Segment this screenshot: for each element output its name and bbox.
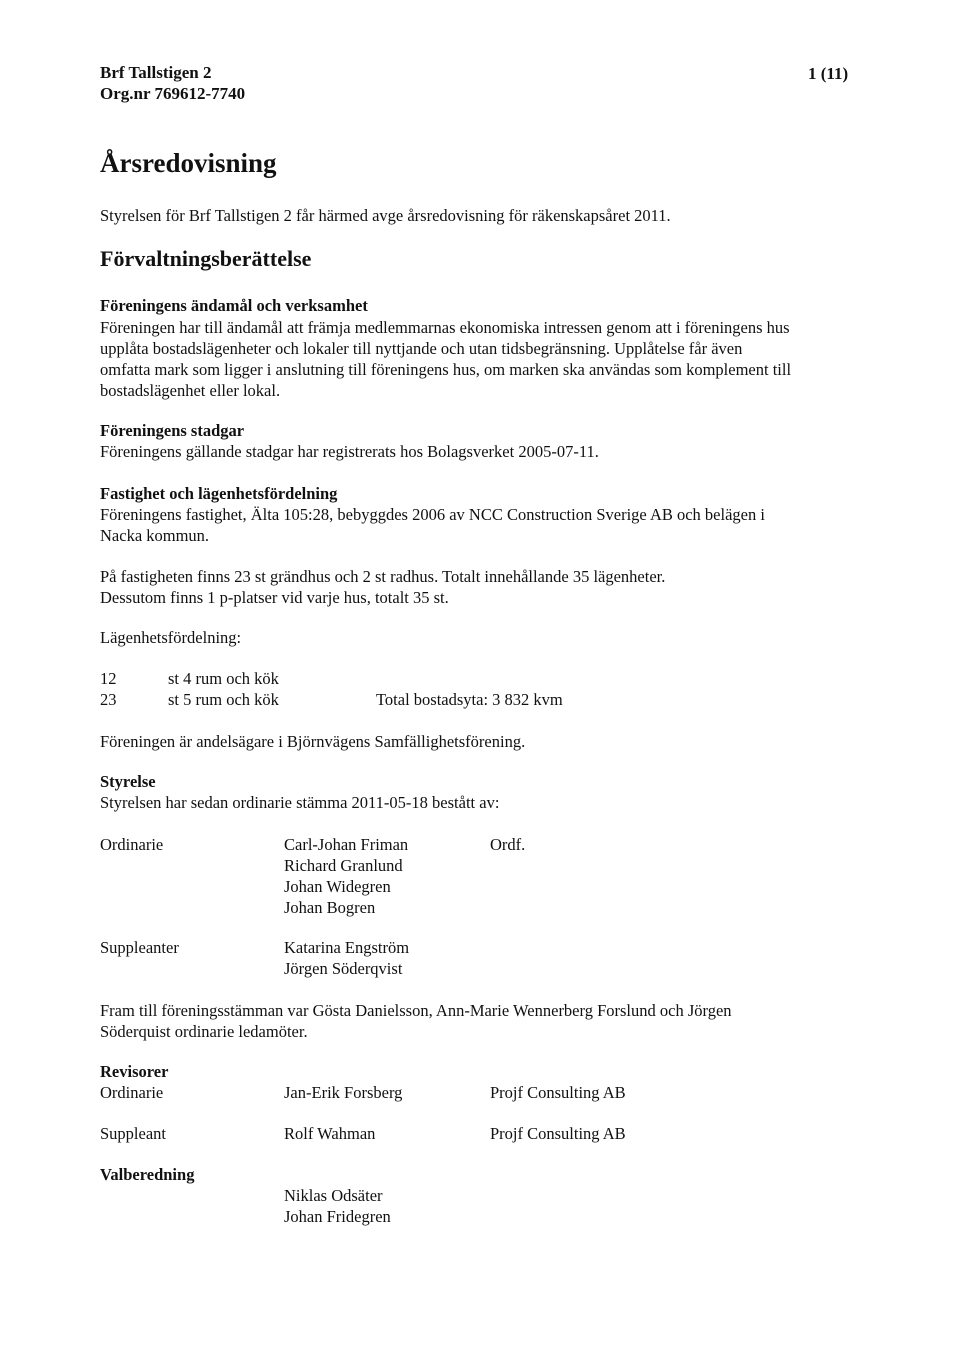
page-number: 1 (11) bbox=[808, 64, 849, 83]
auditor-ordinary-label: Ordinarie bbox=[100, 1083, 164, 1102]
samfallighet-text: Föreningen är andelsägare i Björnvägens Samfällighetsförening. bbox=[100, 732, 526, 751]
intro-text: Styrelsen för Brf Tallstigen 2 får härmed avge årsredovisning för räkenskapsåret 2011. bbox=[100, 206, 671, 225]
purpose-paragraph bbox=[100, 317, 860, 401]
org-name: Brf Tallstigen 2 bbox=[100, 63, 212, 82]
property-line: Nacka kommun. bbox=[100, 526, 210, 545]
board-heading: Styrelse bbox=[100, 772, 156, 791]
statutes-heading: Föreningens stadgar bbox=[100, 421, 245, 440]
nomination-member: Johan Fridegren bbox=[284, 1207, 391, 1226]
distribution-type: st 4 rum och kök bbox=[168, 669, 279, 688]
nomination-heading: Valberedning bbox=[100, 1165, 195, 1184]
org-number: Org.nr 769612-7740 bbox=[100, 84, 246, 103]
property-heading: Fastighet och lägenhetsfördelning bbox=[100, 484, 338, 503]
board-member: Carl-Johan Friman bbox=[284, 835, 409, 854]
board-deputy-label: Suppleanter bbox=[100, 938, 179, 957]
board-member: Richard Granlund bbox=[284, 856, 403, 875]
statutes-text: Föreningens gällande stadgar har registrerats hos Bolagsverket 2005-07-11. bbox=[100, 442, 599, 461]
total-living-area: Total bostadsyta: 3 832 kvm bbox=[376, 690, 563, 709]
board-deputy: Jörgen Söderqvist bbox=[284, 959, 403, 978]
property-line: Föreningens fastighet, Älta 105:28, bebyggdes 2006 av NCC Construction Sverige AB och belägen i bbox=[100, 505, 765, 524]
chair-note: Ordf. bbox=[490, 835, 526, 854]
former-members-paragraph bbox=[100, 1000, 860, 1042]
houses-line: Dessutom finns 1 p-platser vid varje hus, totalt 35 st. bbox=[100, 588, 449, 607]
property-paragraph bbox=[100, 504, 860, 546]
former-members-line: Söderquist ordinarie ledamöter. bbox=[100, 1022, 308, 1041]
distribution-count: 23 bbox=[100, 690, 117, 709]
auditor-ordinary-firm: Projf Consulting AB bbox=[490, 1083, 626, 1102]
board-deputy: Katarina Engström bbox=[284, 938, 410, 957]
purpose-line: Föreningen har till ändamål att främja medlemmarnas ekonomiska intressen genom att i föreningens hus bbox=[100, 318, 790, 337]
section-title: Förvaltningsberättelse bbox=[100, 246, 312, 271]
distribution-label: Lägenhetsfördelning: bbox=[100, 628, 242, 647]
houses-line: På fastigheten finns 23 st grändhus och 2 st radhus. Totalt innehållande 35 lägenheter. bbox=[100, 567, 666, 586]
auditors-heading: Revisorer bbox=[100, 1062, 169, 1081]
nomination-member: Niklas Odsäter bbox=[284, 1186, 383, 1205]
distribution-type: st 5 rum och kök bbox=[168, 690, 279, 709]
board-ordinary-label: Ordinarie bbox=[100, 835, 164, 854]
auditor-ordinary-name: Jan-Erik Forsberg bbox=[284, 1083, 403, 1102]
board-intro: Styrelsen har sedan ordinarie stämma 2011-05-18 bestått av: bbox=[100, 793, 500, 812]
houses-paragraph bbox=[100, 566, 860, 608]
purpose-heading: Föreningens ändamål och verksamhet bbox=[100, 296, 368, 315]
auditor-deputy-label: Suppleant bbox=[100, 1124, 166, 1143]
board-member: Johan Widegren bbox=[284, 877, 391, 896]
auditor-deputy-firm: Projf Consulting AB bbox=[490, 1124, 626, 1143]
purpose-line: upplåta bostadslägenheter och lokaler till nyttjande och utan tidsbegränsning. Upplåtelse får även bbox=[100, 339, 743, 358]
auditor-deputy-name: Rolf Wahman bbox=[284, 1124, 376, 1143]
purpose-line: bostadslägenhet eller lokal. bbox=[100, 381, 281, 400]
page-title: Årsredovisning bbox=[100, 148, 277, 178]
distribution-count: 12 bbox=[100, 669, 117, 688]
board-member: Johan Bogren bbox=[284, 898, 376, 917]
purpose-line: omfatta mark som ligger i anslutning till föreningens hus, om marken ska användas som komplement till bbox=[100, 360, 792, 379]
former-members-line: Fram till föreningsstämman var Gösta Danielsson, Ann-Marie Wennerberg Forslund och Jörgen bbox=[100, 1001, 732, 1020]
